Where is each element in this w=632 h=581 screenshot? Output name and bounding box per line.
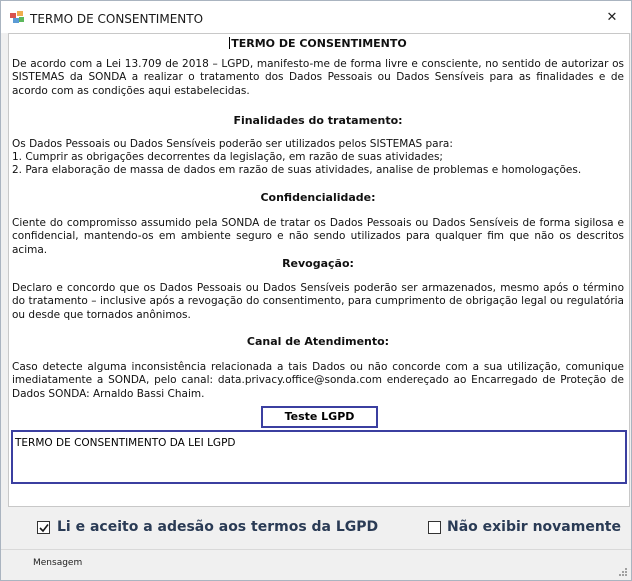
confidencialidade-paragraph: Ciente do compromisso assumido pela SONDA de tratar os Dados Pessoais ou Dados Sensíveis de forma sigilosa e confidencial, mantendo-os em ambiente seguro e não sendo utilizados para qualquer fim que não os descritos acima. [12,217,624,256]
app-icon [10,11,24,24]
section-heading-canal: Canal de Atendimento: [246,335,390,348]
window-title: TERMO DE CONSENTIMENTO [30,12,204,26]
close-icon: ✕ [606,10,618,25]
close-button[interactable] [603,10,621,26]
document-title: TERMO DE CONSENTIMENTO [231,37,407,50]
section-heading-finalidades: Finalidades do tratamento: [233,114,403,127]
lgpd-label: Teste LGPD [261,406,378,428]
consent-document[interactable] [8,33,630,507]
finalidades-line-3: 2. Para elaboração de massa de dados em razão de suas atividades, analise de problemas e homologações. [12,164,582,176]
section-heading-revogacao: Revogação: [282,257,354,270]
consent-controls [1,507,631,549]
accept-checkbox[interactable] [37,521,50,534]
accept-label[interactable]: Li e aceito a adesão aos termos da LGPD [57,519,379,535]
revogacao-paragraph: Declaro e concordo que os Dados Pessoais ou Dados Sensíveis poderão ser armazenados, mesmo após o término do tratamento – inclusive após a revogação do consentimento, para cumprimento de obrigação legal ou regulatória ou desde que tornados anônimos. [12,282,624,321]
lgpd-text-box[interactable] [11,430,627,484]
status-bar [1,549,631,580]
finalidades-line-2: 1. Cumprir as obrigações decorrentes da legislação, em razão de suas atividades; [12,151,443,163]
finalidades-line-1: Os Dados Pessoais ou Dados Sensíveis poderão ser utilizados pelos SISTEMAS para: [12,138,453,150]
section-heading-confidencialidade: Confidencialidade: [260,191,376,204]
dont-show-checkbox[interactable] [428,521,441,534]
lgpd-box-text: TERMO DE CONSENTIMENTO DA LEI LGPD [15,437,236,449]
intro-paragraph: De acordo com a Lei 13.709 de 2018 – LGPD, manifesto-me de forma livre e consciente, no sentido de autorizar os SISTEMAS da SONDA a realizar o tratamento dos Dados Pessoais ou Dados Sensíveis para as finalidades e de acordo com as condições aqui estabelecidas. [12,58,624,97]
canal-paragraph: Caso detecte alguma inconsistência relacionada a tais Dados ou não concorde com a sua utilização, comunique imediatamente a SONDA, pelo canal: data.privacy.office@sonda.com endereçado ao Encarregado de Proteção de Dados SONDA: Arnaldo Bassi Chaim. [12,361,624,400]
status-message: Mensagem [33,558,83,568]
checkmark-icon [39,523,49,533]
title-bar[interactable] [1,1,631,33]
resize-grip-icon[interactable] [618,567,628,577]
dont-show-label[interactable]: Não exibir novamente [447,519,621,535]
